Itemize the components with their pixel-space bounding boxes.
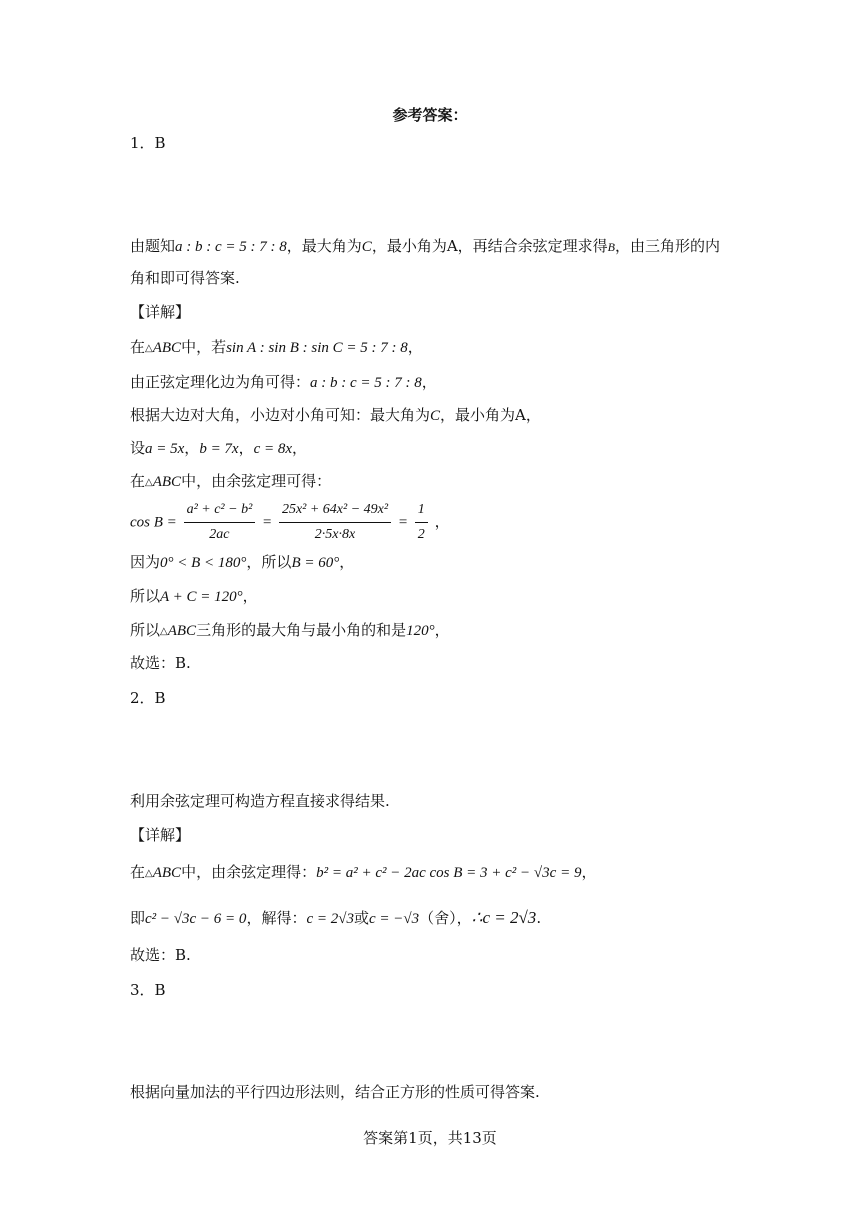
q2-choice: 故选：B. xyxy=(130,946,191,964)
triangle-icon: △ xyxy=(145,343,153,354)
q1-choice: 故选：B. xyxy=(130,654,191,672)
q3-analysis: 根据向量加法的平行四边形法则，结合正方形的性质可得答案. xyxy=(130,1083,540,1101)
q1-detail-line-d: 设a = 5x，b = 7x，c = 8x， xyxy=(130,439,308,457)
fraction: $\frac{1}{2}$ xyxy=(415,500,428,545)
q2-detail-label: 【详解】 xyxy=(130,826,191,844)
q1-detail-line-i: 所以△ABC三角形的最大角与最小角的和是120°， xyxy=(130,621,450,639)
q1-analysis-line1: 由题知a : b : c = 5 : 7 : 8，最大角为C，最小角为A，再结合余弦定理求得B，由三角形的内 xyxy=(130,237,721,255)
q2-analysis: 利用余弦定理可构造方程直接求得结果. xyxy=(130,792,390,810)
q1-detail-line-a: 在△ABC中，若sin A : sin B : sin C = 5 : 7 : 8， xyxy=(130,338,423,356)
q1-answer: 1．B xyxy=(130,134,166,152)
q1-detail-label: 【详解】 xyxy=(130,303,191,321)
q1-detail-line-g: 因为0° < B < 180°，所以B = 60°， xyxy=(130,553,355,571)
page-footer: 答案第1页，共13页 xyxy=(363,1129,497,1147)
q1-analysis-line2: 角和即可得答案. xyxy=(130,269,240,287)
q1-detail-line-c: 根据大边对大角，小边对小角可知：最大角为C，最小角为A， xyxy=(130,406,541,424)
triangle-icon: △ xyxy=(160,626,168,637)
page-title: 参考答案： xyxy=(392,106,468,124)
triangle-icon: △ xyxy=(145,477,153,488)
fraction: $\frac{\text{a² + c² − b²}}{2ac}$ xyxy=(184,500,256,545)
triangle-icon: △ xyxy=(145,868,153,879)
q2-answer: 2．B xyxy=(130,689,166,707)
fraction: $\frac{\text{25x² + 64x² − 49x²}}{2\cdot 5x\cdot 8x}$ xyxy=(279,500,391,545)
q1-detail-line-h: 所以A + C = 120°， xyxy=(130,587,258,605)
q1-detail-line-b: 由正弦定理化边为角可得：a : b : c = 5 : 7 : 8， xyxy=(130,373,437,391)
q2-detail-line-a: 在△ABC中，由余弦定理得：b² = a² + c² − 2ac cos B = 3 + c² − √3c = 9， xyxy=(130,863,597,881)
q2-detail-line-b: 即c² − √3c − 6 = 0，解得：c = 2√3或c = −√3（舍），∴c = 2√3. xyxy=(130,908,542,927)
q1-cosine-equation: cos B = $\frac{\text{a² + c² − b²}}{2ac}$ = $\frac{\text{25x² + 64x² − 49x²}}{2\cdot 5x\cdot 8x}$ = $\frac{1}{2}$ ， xyxy=(130,500,450,545)
q3-answer: 3．B xyxy=(130,981,166,999)
q1-detail-line-e: 在△ABC中，由余弦定理可得： xyxy=(130,472,332,490)
